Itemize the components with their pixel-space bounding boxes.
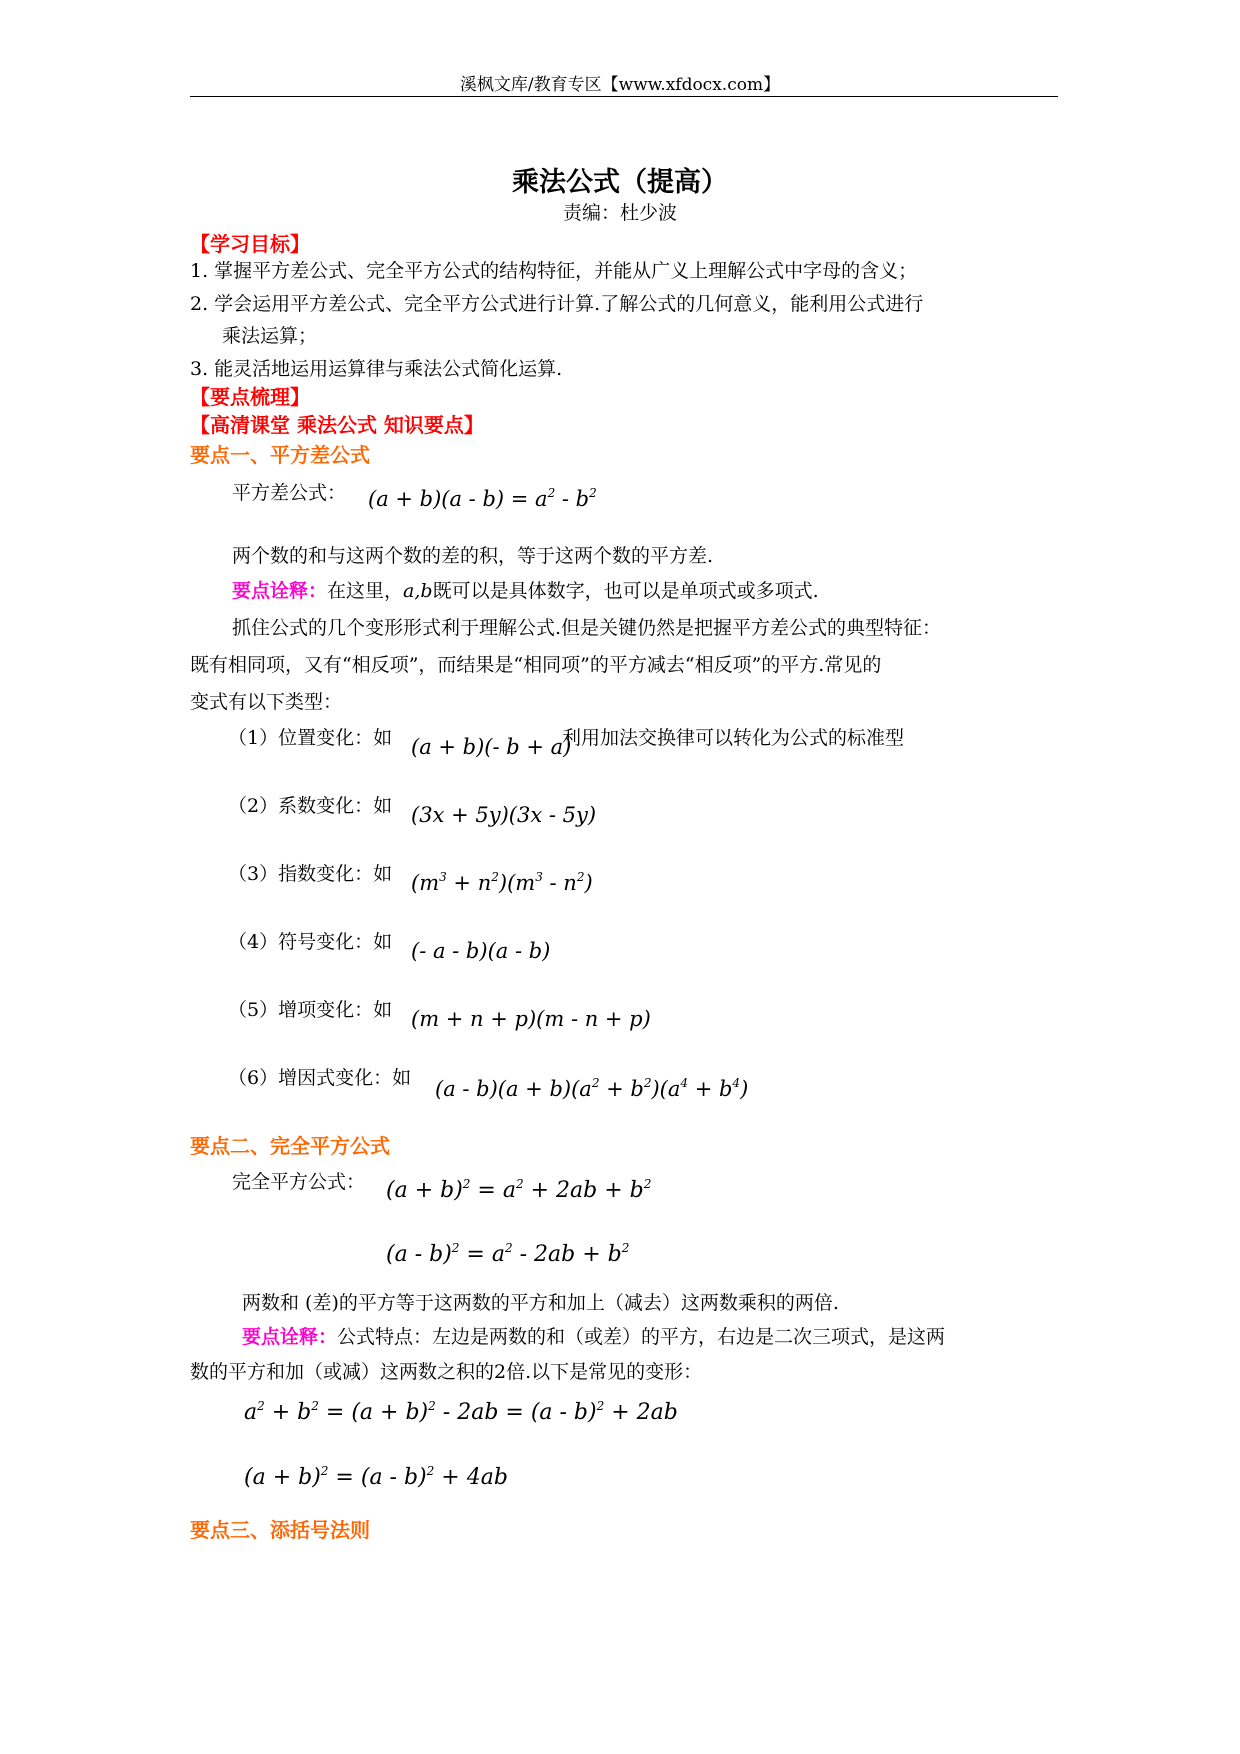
point1-note-text-2: 既可以是具体数字，也可以是单项式或多项式.	[432, 580, 819, 602]
variant-1-label: （1）位置变化：如	[228, 727, 393, 749]
variant-5-expr: (m + n + p)(m - n + p)	[411, 1007, 651, 1031]
point2-note-line-2: 数的平方和加（或减）这两数之积的2倍.以下是常见的变形：	[190, 1361, 703, 1383]
point2-variant-1: $a^2 + b^2 = (a + b)^2 - 2ab = (a - b)^2 + 2ab$	[244, 1399, 678, 1425]
hd-class-heading: 【高清课堂 乘法公式 知识要点】	[190, 413, 484, 437]
point1-formula: $(a + b)(a - b) = a^2 - b^2$	[368, 486, 597, 511]
point2-note-label: 要点诠释：	[242, 1326, 338, 1348]
point1-description: 两个数的和与这两个数的差的积，等于这两个数的平方差.	[232, 545, 714, 567]
variant-2-label: （2）系数变化：如	[228, 795, 393, 817]
editor-line: 责编：杜少波	[562, 202, 677, 224]
point2-variant-2: $(a + b)^2 = (a - b)^2 + 4ab$	[244, 1464, 508, 1490]
objective-item-3: 3. 能灵活地运用运算律与乘法公式简化运算.	[190, 358, 563, 380]
variant-4-expr: (- a - b)(a - b)	[411, 939, 551, 963]
point2-note-line-1	[242, 1322, 945, 1349]
point2-formula-1: $(a + b)^2 = a^2 + 2ab + b^2$	[386, 1177, 652, 1203]
variant-3-label: （3）指数变化：如	[228, 863, 393, 885]
page-title: 乘法公式（提高）	[512, 167, 728, 198]
point1-para-line-2: 既有相同项，又有“相反项”，而结果是“相同项”的平方减去“相反项”的平方.常见的	[190, 654, 882, 676]
point1-note-text-1: 在这里，	[327, 580, 404, 602]
objective-item-2: 2. 学会运用平方差公式、完全平方公式进行计算.了解公式的几何意义，能利用公式进行	[190, 293, 924, 315]
variant-5-label: （5）增项变化：如	[228, 999, 393, 1021]
variant-1-expr: (a + b)(- b + a)	[411, 735, 572, 759]
point1-formula-label: 平方差公式：	[232, 482, 347, 504]
variant-2-expr: (3x + 5y)(3x - 5y)	[411, 803, 597, 827]
page-header: 溪枫文库/教育专区【www.xfdocx.com】	[459, 75, 781, 95]
point2-description: 两数和 (差)的平方等于这两数的平方和加上（减去）这两数乘积的两倍.	[242, 1292, 839, 1314]
point2-formula-label: 完全平方公式：	[232, 1171, 366, 1193]
header-rule	[190, 96, 1058, 97]
variant-1-suffix: 利用加法交换律可以转化为公式的标准型	[562, 727, 905, 749]
variant-6-label: （6）增因式变化：如	[228, 1067, 412, 1089]
variant-3-expr: $(m^3 + n^2)(m^3 - n^2)$	[411, 870, 593, 895]
point2-formula-2: $(a - b)^2 = a^2 - 2ab + b^2$	[386, 1241, 630, 1267]
variant-6-expr: $(a - b)(a + b)(a^2 + b^2)(a^4 + b^4)$	[435, 1076, 749, 1101]
point2-heading: 要点二、完全平方公式	[190, 1134, 390, 1158]
objective-item-2-cont: 乘法运算；	[222, 325, 318, 347]
objective-item-1: 1. 掌握平方差公式、完全平方公式的结构特征，并能从广义上理解公式中字母的含义；	[190, 260, 918, 282]
variant-4-label: （4）符号变化：如	[228, 931, 393, 953]
point1-note-label: 要点诠释：	[232, 580, 328, 602]
point1-para-line-3: 变式有以下类型：	[190, 691, 343, 713]
summary-heading: 【要点梳理】	[190, 385, 310, 409]
point1-heading: 要点一、平方差公式	[190, 443, 370, 467]
point1-note-vars: a,b	[403, 580, 433, 602]
point1-para-line-1: 抓住公式的几个变形形式利于理解公式.但是关键仍然是把握平方差公式的典型特征：	[232, 617, 942, 639]
objectives-heading: 【学习目标】	[190, 232, 310, 256]
point1-note	[232, 576, 819, 603]
point2-note-text-1: 公式特点：左边是两数的和（或差）的平方，右边是二次三项式，是这两	[337, 1326, 946, 1348]
point3-heading: 要点三、添括号法则	[190, 1518, 370, 1542]
